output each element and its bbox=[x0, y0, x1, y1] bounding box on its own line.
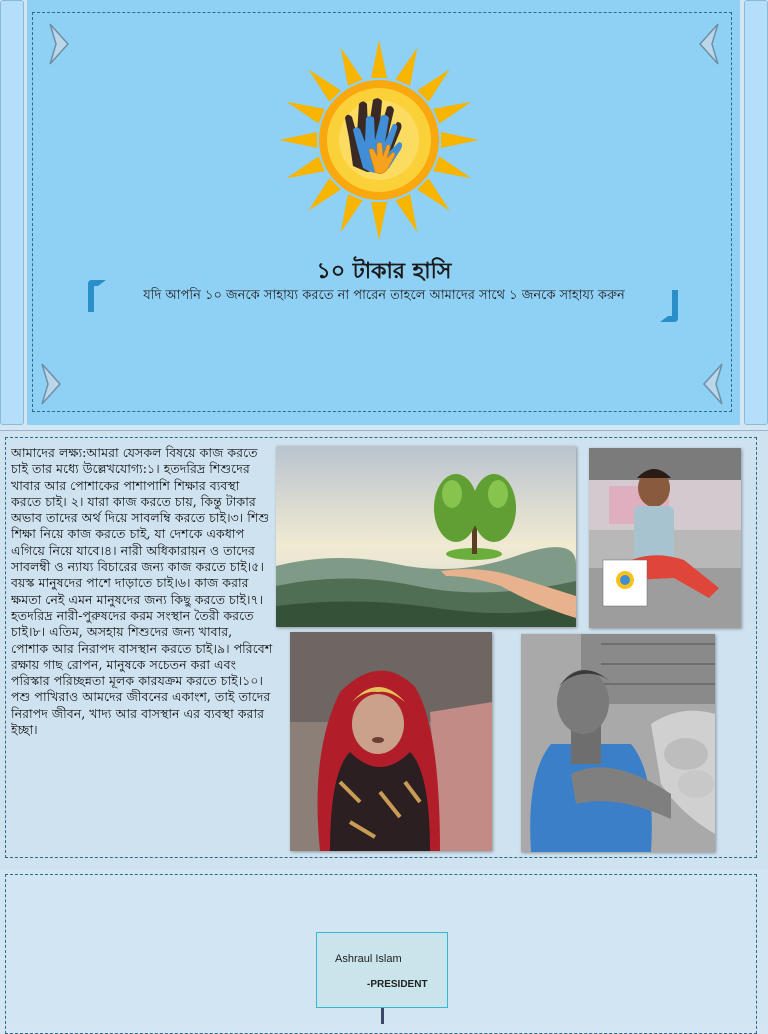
chevron-left-icon bbox=[700, 362, 726, 406]
chevron-right-icon bbox=[38, 362, 64, 406]
president-title: -PRESIDENT bbox=[367, 979, 428, 990]
close-quote-bracket-icon bbox=[658, 288, 680, 324]
sun-hands-logo bbox=[262, 22, 492, 247]
tree-in-hand-photo bbox=[276, 446, 576, 627]
president-name: Ashraul Islam bbox=[335, 953, 402, 965]
org-chart-connector bbox=[381, 1008, 384, 1024]
organization-name: ১০ টাকার হাসি bbox=[316, 258, 452, 284]
elderly-woman-photo bbox=[290, 632, 492, 851]
left-side-tab bbox=[0, 0, 24, 425]
president-box bbox=[316, 932, 448, 1008]
elderly-man-photo bbox=[521, 634, 715, 852]
slogan-text: যদি আপনি ১০ জনকে সাহায্য করতে না পারেন তাহলে আমাদের সাথে ১ জনকে সাহায্য করুন bbox=[143, 288, 625, 303]
chevron-right-icon bbox=[46, 22, 72, 66]
mission-text: আমাদের লক্ষ্য:আমরা যেসকল বিষয়ে কাজ করতে চাই তার মধ্যে উল্লেখযোগ্য:১। হতদরিদ্র শিশুদের খাবার আর পোশাকের পাশাপাশি শিক্ষার ব্যবস্থা করতে চাই। ২। যারা কাজ করতে চায়, কিন্তু টাকার অভাব তাদের অর্থ দিয়ে সাবলম্বি করতে চাই।৩। শিশু শিক্ষা নিয়ে কাজ করতে চাই, যা দেশকে একধাপ এগিয়ে নিয়ে যাবে।৪। নারী অধিকারায়ন ও তাদের সাবলম্বী ও ন্যায্য বিচারের জন্য কাজ করতে চাই।৫। বয়স্ক মানুষদের পাশে দাড়াতে চাই।৬। কাজ করার ক্ষমতা নেই এমন মানুষদের জন্য কিছু করতে চাই।৭। হতদরিদ্র নারী-পুরুষদের করম সংস্থান তৈরী করতে চাই।৮। এতিম, অসহায় শিশুদের জন্য খাবার, পোশাক আর নিরাপদ বাসস্থান করতে চাই।৯। পরিবেশ রক্ষায় গাছ রোপন, মানুষকে সচেতন করা এবং পরিস্কার পরিচ্ছন্নতা মূলক কারযক্রম করতে চাই।১০। পশু পাখিরাও আমদের জীবনের একাংশ, তাই তাদের নিরাপদ জীবন, খাদ্য আর বাসস্থান এর ব্যবস্থা করার ইচ্ছা। bbox=[11, 445, 273, 738]
right-side-tab bbox=[744, 0, 768, 425]
chevron-left-icon bbox=[696, 22, 722, 66]
smiling-child-photo bbox=[589, 448, 741, 628]
